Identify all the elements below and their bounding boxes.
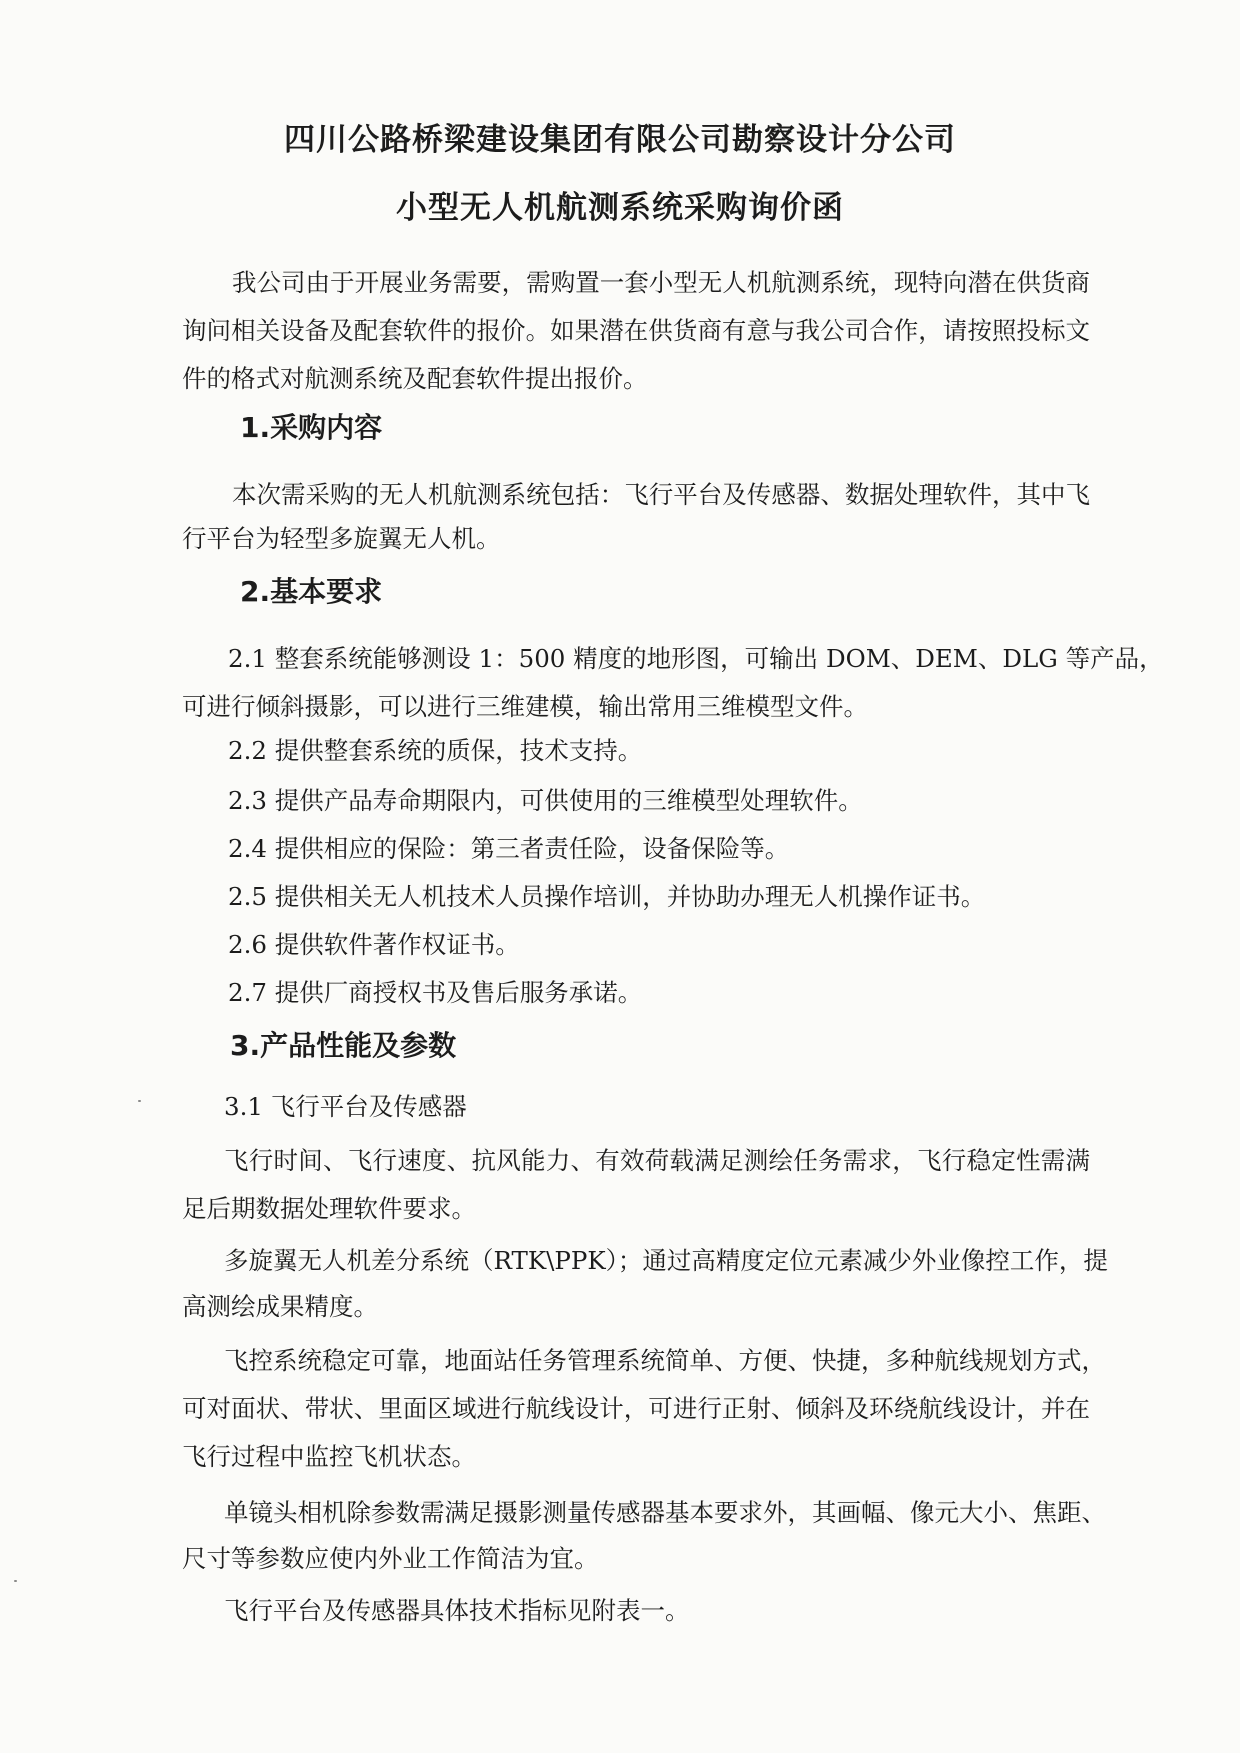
item-2-1-line-1: 2.1 整套系统能够测设 1：500 精度的地形图，可输出 DOM、DEM、DLG 等产品， (228, 644, 1164, 673)
section-3-para-3-line-3: 飞行过程中监控飞机状态。 (182, 1442, 476, 1471)
section-3-para-4-line-1: 单镜头相机除参数需满足摄影测量传感器基本要求外，其画幅、像元大小、焦距、 (224, 1498, 1106, 1527)
section-3-para-2-line-2: 高测绘成果精度。 (182, 1292, 378, 1321)
item-2-1-line-2: 可进行倾斜摄影，可以进行三维建模，输出常用三维模型文件。 (182, 692, 868, 721)
scan-speck (14, 1580, 17, 1582)
intro-line-3: 件的格式对航测系统及配套软件提出报价。 (182, 364, 648, 393)
section-3-para-2-line-1: 多旋翼无人机差分系统（RTK\PPK）；通过高精度定位元素减少外业像控工作，提 (224, 1246, 1108, 1275)
document-title-line-1: 四川公路桥梁建设集团有限公司勘察设计分公司 (284, 122, 956, 158)
item-2-3: 2.3 提供产品寿命期限内，可供使用的三维模型处理软件。 (228, 786, 863, 815)
section-3-para-1-line-2: 足后期数据处理软件要求。 (182, 1194, 476, 1223)
section-3-para-1-line-1: 飞行时间、飞行速度、抗风能力、有效荷载满足测绘任务需求，飞行稳定性需满 (224, 1146, 1090, 1175)
intro-line-2: 询问相关设备及配套软件的报价。如果潜在供货商有意与我公司合作，请按照投标文 (182, 316, 1090, 345)
intro-line-1: 我公司由于开展业务需要，需购置一套小型无人机航测系统，现特向潜在供货商 (232, 268, 1090, 297)
document-title-line-2: 小型无人机航测系统采购询价函 (396, 190, 844, 226)
section-3-para-3-line-2: 可对面状、带状、里面区域进行航线设计，可进行正射、倾斜及环绕航线设计，并在 (182, 1394, 1090, 1423)
section-3-heading: 3.产品性能及参数 (230, 1029, 457, 1062)
section-3-para-5: 飞行平台及传感器具体技术指标见附表一。 (224, 1596, 690, 1625)
section-2-heading: 2.基本要求 (240, 575, 383, 608)
section-3-para-3-line-1: 飞控系统稳定可靠，地面站任务管理系统简单、方便、快捷，多种航线规划方式， (224, 1346, 1106, 1375)
scan-speck (138, 1100, 141, 1102)
section-1-line-1: 本次需采购的无人机航测系统包括：飞行平台及传感器、数据处理软件，其中飞 (232, 480, 1090, 509)
subheading-3-1: 3.1 飞行平台及传感器 (224, 1092, 467, 1121)
section-1-line-2: 行平台为轻型多旋翼无人机。 (182, 524, 501, 553)
section-3-para-4-line-2: 尺寸等参数应使内外业工作简洁为宜。 (182, 1544, 599, 1573)
item-2-5: 2.5 提供相关无人机技术人员操作培训，并协助办理无人机操作证书。 (228, 882, 986, 911)
item-2-6: 2.6 提供软件著作权证书。 (228, 930, 520, 959)
item-2-7: 2.7 提供厂商授权书及售后服务承诺。 (228, 978, 643, 1007)
section-1-heading: 1.采购内容 (240, 411, 383, 444)
item-2-4: 2.4 提供相应的保险：第三者责任险，设备保险等。 (228, 834, 790, 863)
item-2-2: 2.2 提供整套系统的质保，技术支持。 (228, 736, 643, 765)
